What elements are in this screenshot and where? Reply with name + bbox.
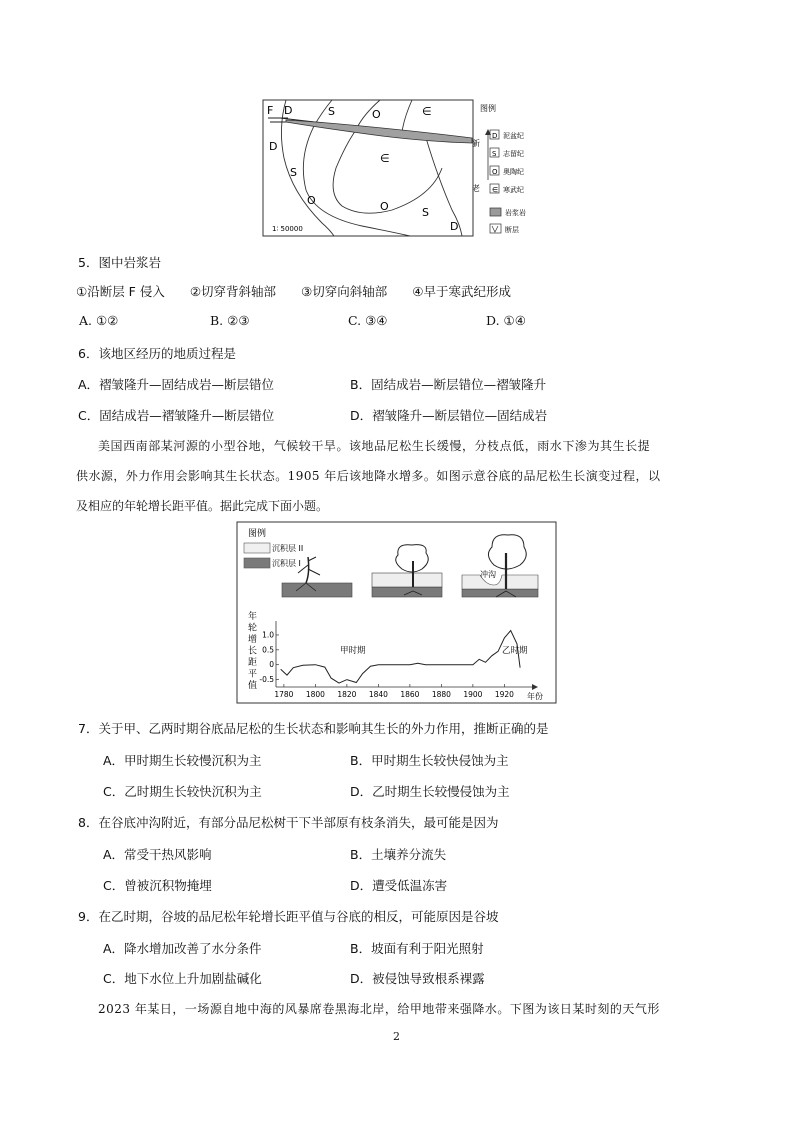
label-e-top: ∈ — [422, 105, 432, 118]
page-number: 2 — [393, 1030, 400, 1043]
y-axis-label-char: 平 — [248, 669, 258, 680]
x-tick-label: 1920 — [494, 690, 514, 699]
legend-code-o: O — [492, 168, 498, 176]
panel2-layer1 — [372, 587, 442, 597]
legend-label-o: 奥陶纪 — [503, 168, 524, 176]
legend-label-layer1: 沉积层 I — [272, 559, 301, 568]
y-axis-label-char: 年 — [248, 612, 258, 622]
pine-growth-figure — [236, 521, 558, 705]
q9-option-a: A．降水增加改善了水分条件 — [103, 941, 262, 956]
q5-option-a: A. ①② — [79, 313, 119, 328]
panel2-layer2 — [372, 573, 442, 587]
label-f: F — [267, 104, 274, 117]
q7-option-d: D．乙时期生长较慢侵蚀为主 — [350, 784, 510, 799]
legend-old: 老 — [472, 184, 480, 193]
x-tick-label: 1900 — [463, 690, 483, 699]
label-s-low: S — [422, 206, 429, 219]
legend-new: 新 — [472, 139, 480, 148]
boundary-line — [303, 100, 410, 236]
legend-code-e: ∈ — [492, 186, 499, 194]
x-tick-label: 1780 — [274, 690, 294, 699]
q5-option-d: D. ①④ — [486, 313, 526, 328]
fig2-legend-title: 图例 — [248, 529, 267, 539]
y-axis-label-char: 轮 — [248, 623, 258, 634]
q7-stem: 7．关于甲、乙两时期谷底品尼松的生长状态和影响其生长的外力作用，推断正确的是 — [78, 721, 549, 736]
legend-code-d: D — [492, 132, 498, 140]
legend-swatch-layer1 — [244, 558, 270, 568]
label-d-top: D — [284, 104, 293, 117]
q6-stem: 6．该地区经历的地质过程是 — [78, 346, 236, 361]
x-tick-label: 1800 — [305, 690, 325, 699]
q6-option-d: D．褶皱隆升—断层错位—固结成岩 — [350, 408, 548, 423]
y-axis-label-char: 增 — [248, 635, 258, 645]
x-tick-label: 1820 — [337, 690, 357, 699]
legend-swatch-magma — [490, 208, 501, 216]
passage1-line1: 美国西南部某河源的小型谷地，气候较干旱。该地品尼松生长缓慢，分枝点低，雨水下渗为其生长提 — [98, 439, 651, 453]
y-axis-label-char: 长 — [248, 646, 258, 657]
q5-stem: 5．图中岩浆岩 — [78, 255, 161, 270]
y-tick-label: -0.5 — [259, 675, 274, 685]
legend-label-s: 志留纪 — [503, 150, 524, 158]
fault-symbol — [492, 226, 498, 232]
geologic-map-figure — [262, 98, 534, 240]
period-b-label: 乙时期 — [502, 646, 528, 656]
boundary-line — [402, 100, 412, 132]
x-tick-label: 1860 — [400, 690, 420, 699]
q6-option-c: C．固结成岩—褶皱隆升—断层错位 — [78, 408, 275, 423]
legend-label-e: 寒武纪 — [503, 186, 524, 194]
y-tick-label: 0 — [269, 660, 274, 670]
legend-label-layer2: 沉积层 II — [272, 544, 304, 553]
legend-label-fault: 断层 — [505, 226, 519, 234]
panel3-crown — [488, 535, 526, 569]
x-tick-label: 1840 — [368, 690, 388, 699]
legend-label-d: 泥盆纪 — [503, 132, 524, 140]
passage1-line2: 供水源，外力作用会影响其生长状态。1905 年后该地降水增多。如图示意谷底的品尼松生长演变过程，以 — [76, 469, 661, 483]
q9-stem: 9．在乙时期，谷坡的品尼松年轮增长距平值与谷底的相反，可能原因是谷坡 — [78, 909, 499, 924]
q9-option-b: B．坡面有利于阳光照射 — [350, 941, 484, 956]
q5-option-b: B. ②③ — [210, 313, 250, 328]
period-a-label: 甲时期 — [340, 646, 366, 656]
q5-items: ①沿断层 F 侵入 ②切穿背斜轴部 ③切穿向斜轴部 ④早于寒武纪形成 — [76, 284, 511, 299]
q8-stem: 8．在谷底冲沟附近，有部分品尼松树干下半部原有枝条消失，最可能是因为 — [78, 815, 499, 830]
magma-intrusion — [286, 120, 472, 143]
map-scale: 1∶ 50000 — [272, 225, 303, 233]
q8-option-d: D．遭受低温冻害 — [350, 878, 448, 893]
q7-option-c: C．乙时期生长较快沉积为主 — [103, 784, 262, 799]
label-o-mid: O — [307, 194, 316, 207]
y-axis-label-char: 值 — [248, 681, 258, 691]
q7-option-a: A．甲时期生长较慢沉积为主 — [103, 753, 262, 768]
q5-option-c: C. ③④ — [348, 313, 388, 328]
y-tick-label: 1.0 — [262, 630, 274, 640]
q8-option-b: B．土壤养分流失 — [350, 847, 447, 862]
label-d-low: D — [450, 220, 459, 233]
y-axis-label-char: 距 — [248, 658, 258, 668]
passage1-line3: 及相应的年轮增长距平值。据此完成下面小题。 — [76, 499, 329, 513]
label-o-low: O — [380, 200, 389, 213]
q6-option-b: B．固结成岩—断层错位—褶皱隆升 — [350, 377, 547, 392]
label-s-top: S — [328, 105, 335, 118]
legend-code-s: S — [492, 150, 497, 158]
q6-option-a: A．褶皱隆升—固结成岩—断层错位 — [78, 377, 275, 392]
label-e-mid: ∈ — [380, 152, 390, 165]
legend-swatch-layer2 — [244, 543, 270, 553]
legend-label-magma: 岩浆岩 — [505, 209, 526, 217]
panel3-layer1 — [462, 589, 538, 597]
gully-label: 冲沟 — [480, 570, 496, 579]
legend-title: 图例 — [480, 104, 496, 113]
q8-option-a: A．常受干热风影响 — [103, 847, 212, 862]
q9-option-d: D．被侵蚀导致根系裸露 — [350, 971, 485, 986]
y-tick-label: 0.5 — [262, 645, 274, 655]
label-s-left: S — [290, 166, 297, 179]
x-tick-label: 1880 — [431, 690, 451, 699]
label-d-left: D — [269, 140, 278, 153]
q8-option-c: C．曾被沉积物掩埋 — [103, 878, 212, 893]
q7-option-b: B．甲时期生长较快侵蚀为主 — [350, 753, 509, 768]
x-axis-label: 年份 — [527, 692, 543, 701]
passage2: 2023 年某日，一场源自地中海的风暴席卷黑海北岸，给甲地带来强降水。下图为该日某时刻的天气形 — [98, 1002, 660, 1016]
panel1-layer1 — [282, 583, 352, 597]
label-o-top: O — [372, 108, 381, 121]
q9-option-c: C．地下水位上升加剧盐碱化 — [103, 971, 262, 986]
